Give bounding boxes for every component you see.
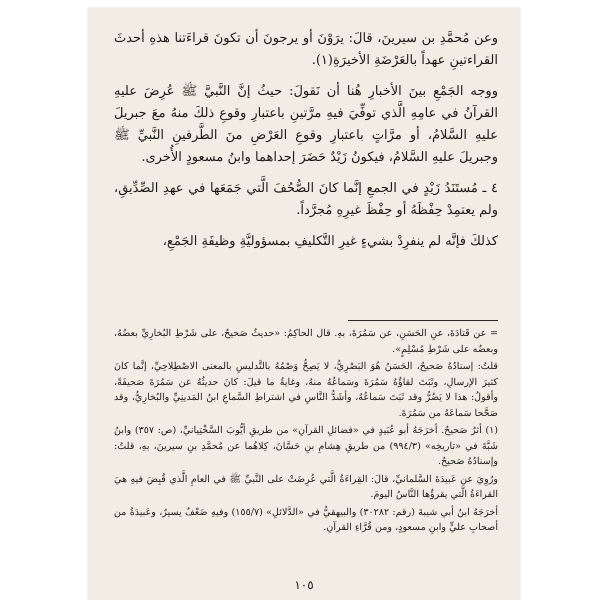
book-page (88, 8, 520, 600)
main-paragraph: ووجه الجَمْعِ بينَ الأخبارِ هُنا أن نَقولَ: حيثُ إنَّ النَّبيَّ ﷺ عُرِضَ عليهِ القرآنُ في عامِهِ الَّذي توفِّيَ فيهِ مرَّتينِ باعتبارِ وقوعِ ذلكَ منهُ معَ جبريلَ عليهِ السَّلامُ، أو مرَّاتٍ باعتبارِ وقوعِ العَرْضِ منَ الطَّرفينِ النَّبيِّ ﷺ وجبريلَ عليهِ السَّلامُ، فيكونُ زَيْدٌ حَضَرَ إحداهما وابنُ مسعودٍ الأُخرى. (114, 84, 498, 165)
main-paragraph: وعن مُحمَّدِ بن سيرينَ، قالَ: يرَوْنَ أو يرجونَ أن تكونَ قراءَتنا هذهِ أحدثَ القراءتينِ عهداً بالعَرْضَةِ الأخيرَةِ(١). (114, 31, 498, 68)
main-text (114, 28, 498, 262)
footnote-paragraph: أخرَجَهُ ابنُ أبي شيبةَ (رقم: ٣٠٢٨٢) والبيهقيُّ في «الدَّلائلِ» (١٥٥/٧) وفيهِ ضَعْفٌ يسيرٌ، وعَبيدَةُ من أصحابِ عليٍّ وابنِ مسعودٍ، ومن قُرَّاءِ القرآنِ. (114, 506, 498, 533)
footnote-paragraph: (١) أثرٌ صَحيحٌ. أخرَجَهُ أبو عُبَيدٍ في «فضائلِ القرآنِ» من طريقِ أيُّوبَ السَّخْتِيانيِّ، (ص: ٣٥٧) وابنُ شَبَّةَ في «تاريخِه» (٩٩٤/٣) من طريقِ هِشامِ بنِ حَسَّانَ، كِلاهُما عن مُحمَّدِ بنِ سيرينَ، بهِ، قلتُ: وإسنادُهُ صَحيحٌ. (114, 425, 498, 467)
main-paragraph: ٤ ـ مُستَنَدُ زَيْدٍ في الجمعِ إنَّما كانَ الصُّحُفَ الَّتي جَمَعَها في عهدِ الصِّدِّيقِ، ولم يعتمِدْ حِفْظَهُ أو حِفْظَ غيرِهِ مُجرَّداً. (114, 181, 498, 218)
footnote-paragraph: قلتُ: إسنادُهُ صَحيحٌ، الحَسَنُ هُوَ البَصْرِيُّ، لا يَصِحُّ وَصْمُهُ بالتَّدليسِ بالمعنى الاصْطِلاحِيِّ، إنَّما كانَ كثيرَ الإرسالِ، وثَبَتَ لقاؤُهُ سَمُرَةَ وسَماعُهُ منهُ، وغايةُ ما قيلَ: كانَ حديثُهُ عن سَمُرَةَ صَحيفَةً، وأقولُ: هذا لا يَضُرُّ وقد ثَبَتَ سَماعُهُ، وأشَدُّ النَّاسِ في اشتراطِ السَّماعِ ابنُ المَدينِيِّ والبُخارِيُّ، وقد صَحَّحا سَماعَهُ من سَمُرَةَ. (114, 361, 498, 419)
footnote-divider (348, 320, 498, 321)
footnote-paragraph: = عن قَتادَةَ، عنِ الحَسَنِ، عن سَمُرَةَ، بهِ. قال الحاكِمُ: «حديثٌ صَحيحٌ، على شَرْطِ البُخارِيِّ بعضُهُ، وبعضُه على شَرْطِ مُسْلِمٍ». (114, 328, 498, 355)
footnotes (114, 326, 498, 538)
footnote-paragraph: ورُوِيَ عن عَبيدَةَ السَّلمانيِّ، قالَ: القِراءَةُ الَّتي عُرِضَتْ على النَّبيِّ ﷺ في العامِ الَّذي قُبِضَ فيهِ هيَ القراءَةُ الَّتي يقرؤُها النَّاسُ اليومَ. (114, 473, 498, 500)
page-number: ١٠٥ (294, 578, 314, 592)
main-paragraph: كذلكَ فإنَّه لم ينفرِدْ بشيءٍ غيرِ التَّكليفِ بمسؤوليَّةِ وظيفَةِ الجَمْعِ، (162, 234, 498, 249)
